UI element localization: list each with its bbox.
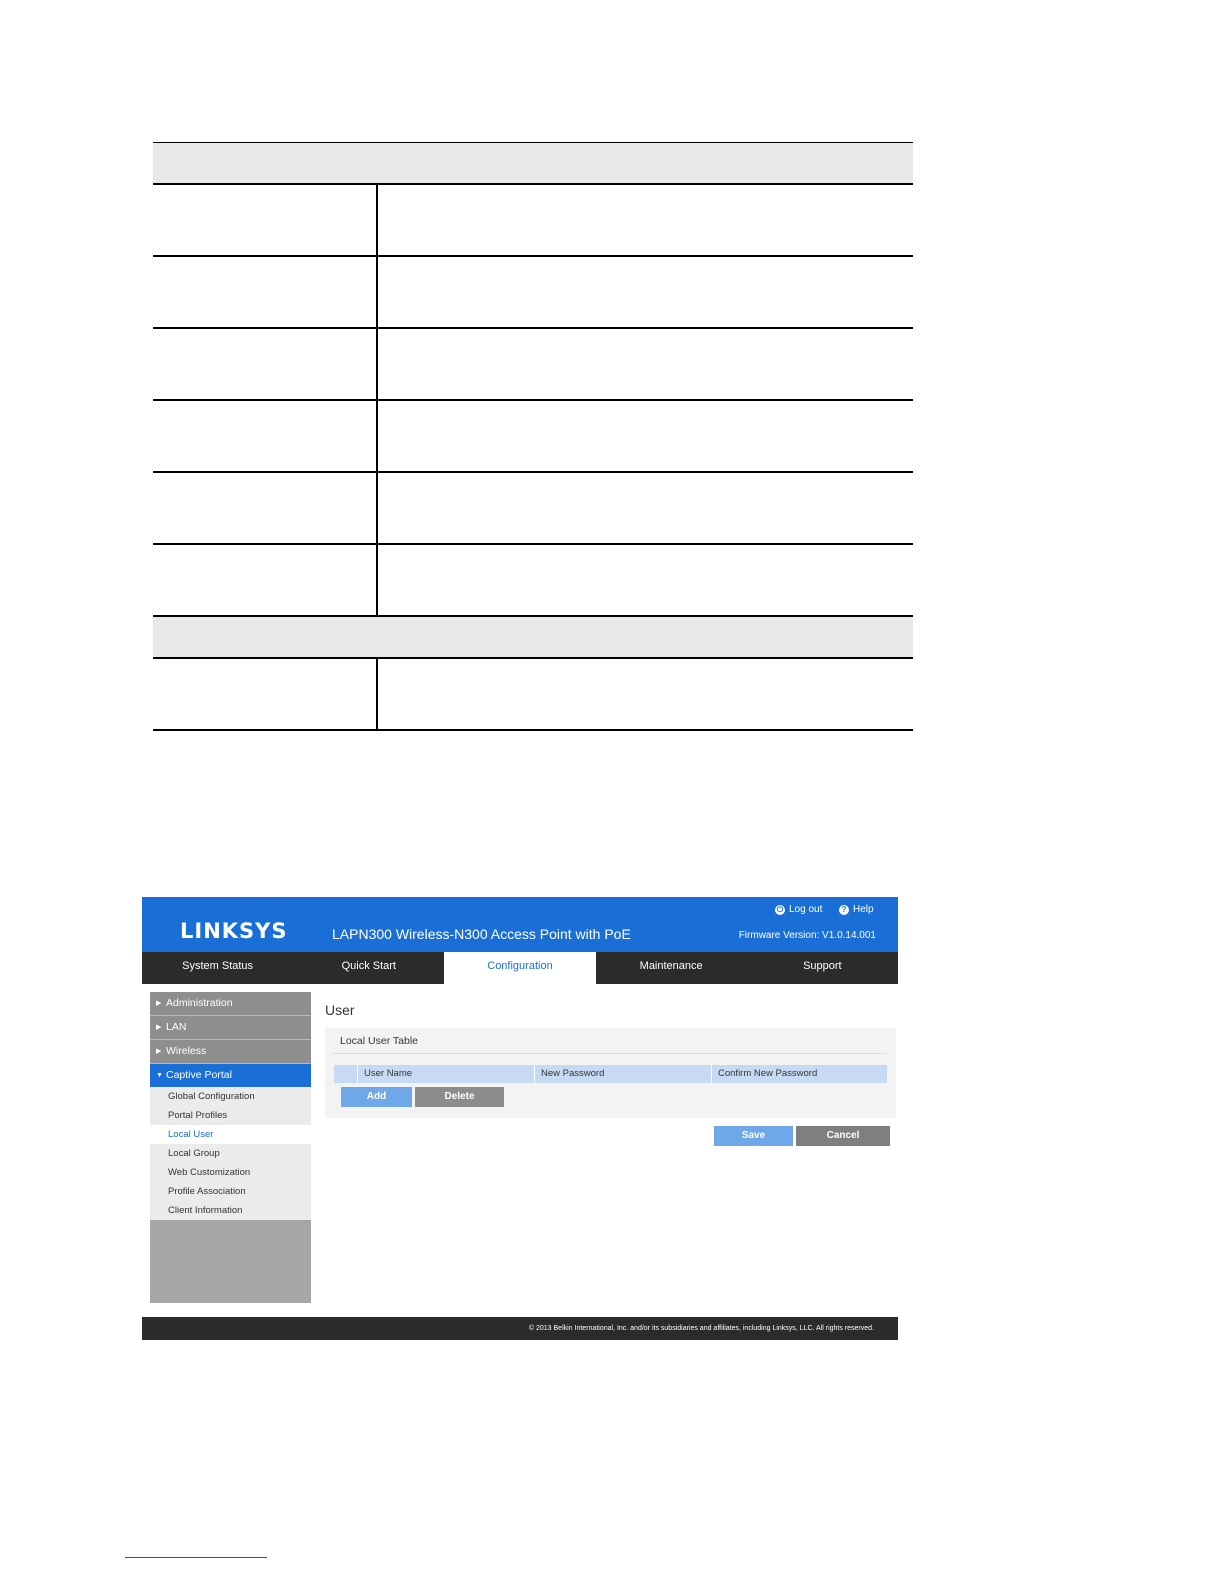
table-section-header: [153, 143, 913, 185]
caret-right-icon: ▶: [156, 1000, 162, 1007]
cancel-button[interactable]: Cancel: [796, 1126, 890, 1146]
tab-system-status[interactable]: System Status: [182, 960, 254, 972]
document-table: [153, 142, 913, 731]
subitem-local-group[interactable]: Local Group: [150, 1144, 311, 1163]
caret-right-icon: ▶: [156, 1024, 162, 1031]
sidebar-item-administration[interactable]: [150, 992, 311, 1016]
main-nav: [142, 952, 898, 984]
help-label: Help: [853, 904, 874, 915]
page-title: User: [325, 1002, 355, 1018]
footer: [142, 1317, 898, 1340]
tab-support[interactable]: Support: [803, 960, 842, 972]
caret-right-icon: ▶: [156, 1048, 162, 1055]
subitem-client-information[interactable]: Client Information: [150, 1201, 311, 1220]
table-row: [153, 544, 913, 616]
subitem-profile-association[interactable]: Profile Association: [150, 1182, 311, 1201]
divider: [333, 1053, 886, 1054]
subitem-portal-profiles[interactable]: Portal Profiles: [150, 1106, 311, 1125]
subitem-web-customization[interactable]: Web Customization: [150, 1163, 311, 1182]
help-icon: ?: [839, 905, 849, 915]
save-button[interactable]: Save: [714, 1126, 793, 1146]
column-confirm-password: Confirm New Password: [711, 1065, 887, 1083]
logout-link[interactable]: [775, 904, 822, 915]
power-icon: ⏻: [776, 904, 784, 914]
ui-screenshot: [142, 897, 898, 1341]
panel-title: Local User Table: [340, 1035, 419, 1047]
app-header: [142, 897, 898, 952]
subitem-global-configuration[interactable]: Global Configuration: [150, 1087, 311, 1106]
delete-button[interactable]: Delete: [415, 1087, 504, 1107]
sidebar-item-lan[interactable]: [150, 1016, 311, 1040]
copyright-text: © 2013 Belkin International, Inc. and/or its subsidiaries and affiliates, including Linksys, LLC. All rights reserved.: [528, 1325, 874, 1332]
sidebar-item-label: LAN: [166, 1021, 187, 1033]
sidebar-item-label: Administration: [166, 997, 233, 1009]
tab-maintenance[interactable]: Maintenance: [639, 960, 703, 972]
table-row: [153, 328, 913, 400]
local-user-panel: [325, 1028, 896, 1118]
column-new-password: New Password: [534, 1065, 711, 1083]
caret-down-icon: ▼: [156, 1072, 163, 1079]
subitem-local-user[interactable]: Local User: [150, 1125, 311, 1144]
table-row: [153, 658, 913, 730]
table-row: [153, 184, 913, 256]
local-user-table-header: [334, 1065, 887, 1083]
firmware-version: Firmware Version: V1.0.14.001: [738, 930, 876, 941]
select-column: [334, 1065, 357, 1083]
column-user-name: User Name: [357, 1065, 534, 1083]
help-link[interactable]: [839, 904, 874, 915]
sidebar-item-label: Captive Portal: [166, 1069, 232, 1081]
table-section-header: [153, 616, 913, 658]
add-button[interactable]: Add: [341, 1087, 412, 1107]
table-row: [153, 472, 913, 544]
sidebar-item-captive-portal[interactable]: [150, 1064, 311, 1087]
sidebar-item-label: Wireless: [166, 1045, 207, 1057]
product-title: LAPN300 Wireless-N300 Access Point with PoE: [332, 926, 631, 942]
sidebar-item-wireless[interactable]: [150, 1040, 311, 1064]
tab-quick-start[interactable]: Quick Start: [341, 960, 396, 972]
logout-label: Log out: [789, 904, 823, 915]
sidebar: [150, 992, 311, 1303]
footnote-separator: [125, 1557, 267, 1558]
table-row: [153, 256, 913, 328]
table-row: [153, 400, 913, 472]
linksys-logo: LINKSYS: [180, 919, 288, 943]
tab-configuration[interactable]: Configuration: [444, 952, 595, 984]
